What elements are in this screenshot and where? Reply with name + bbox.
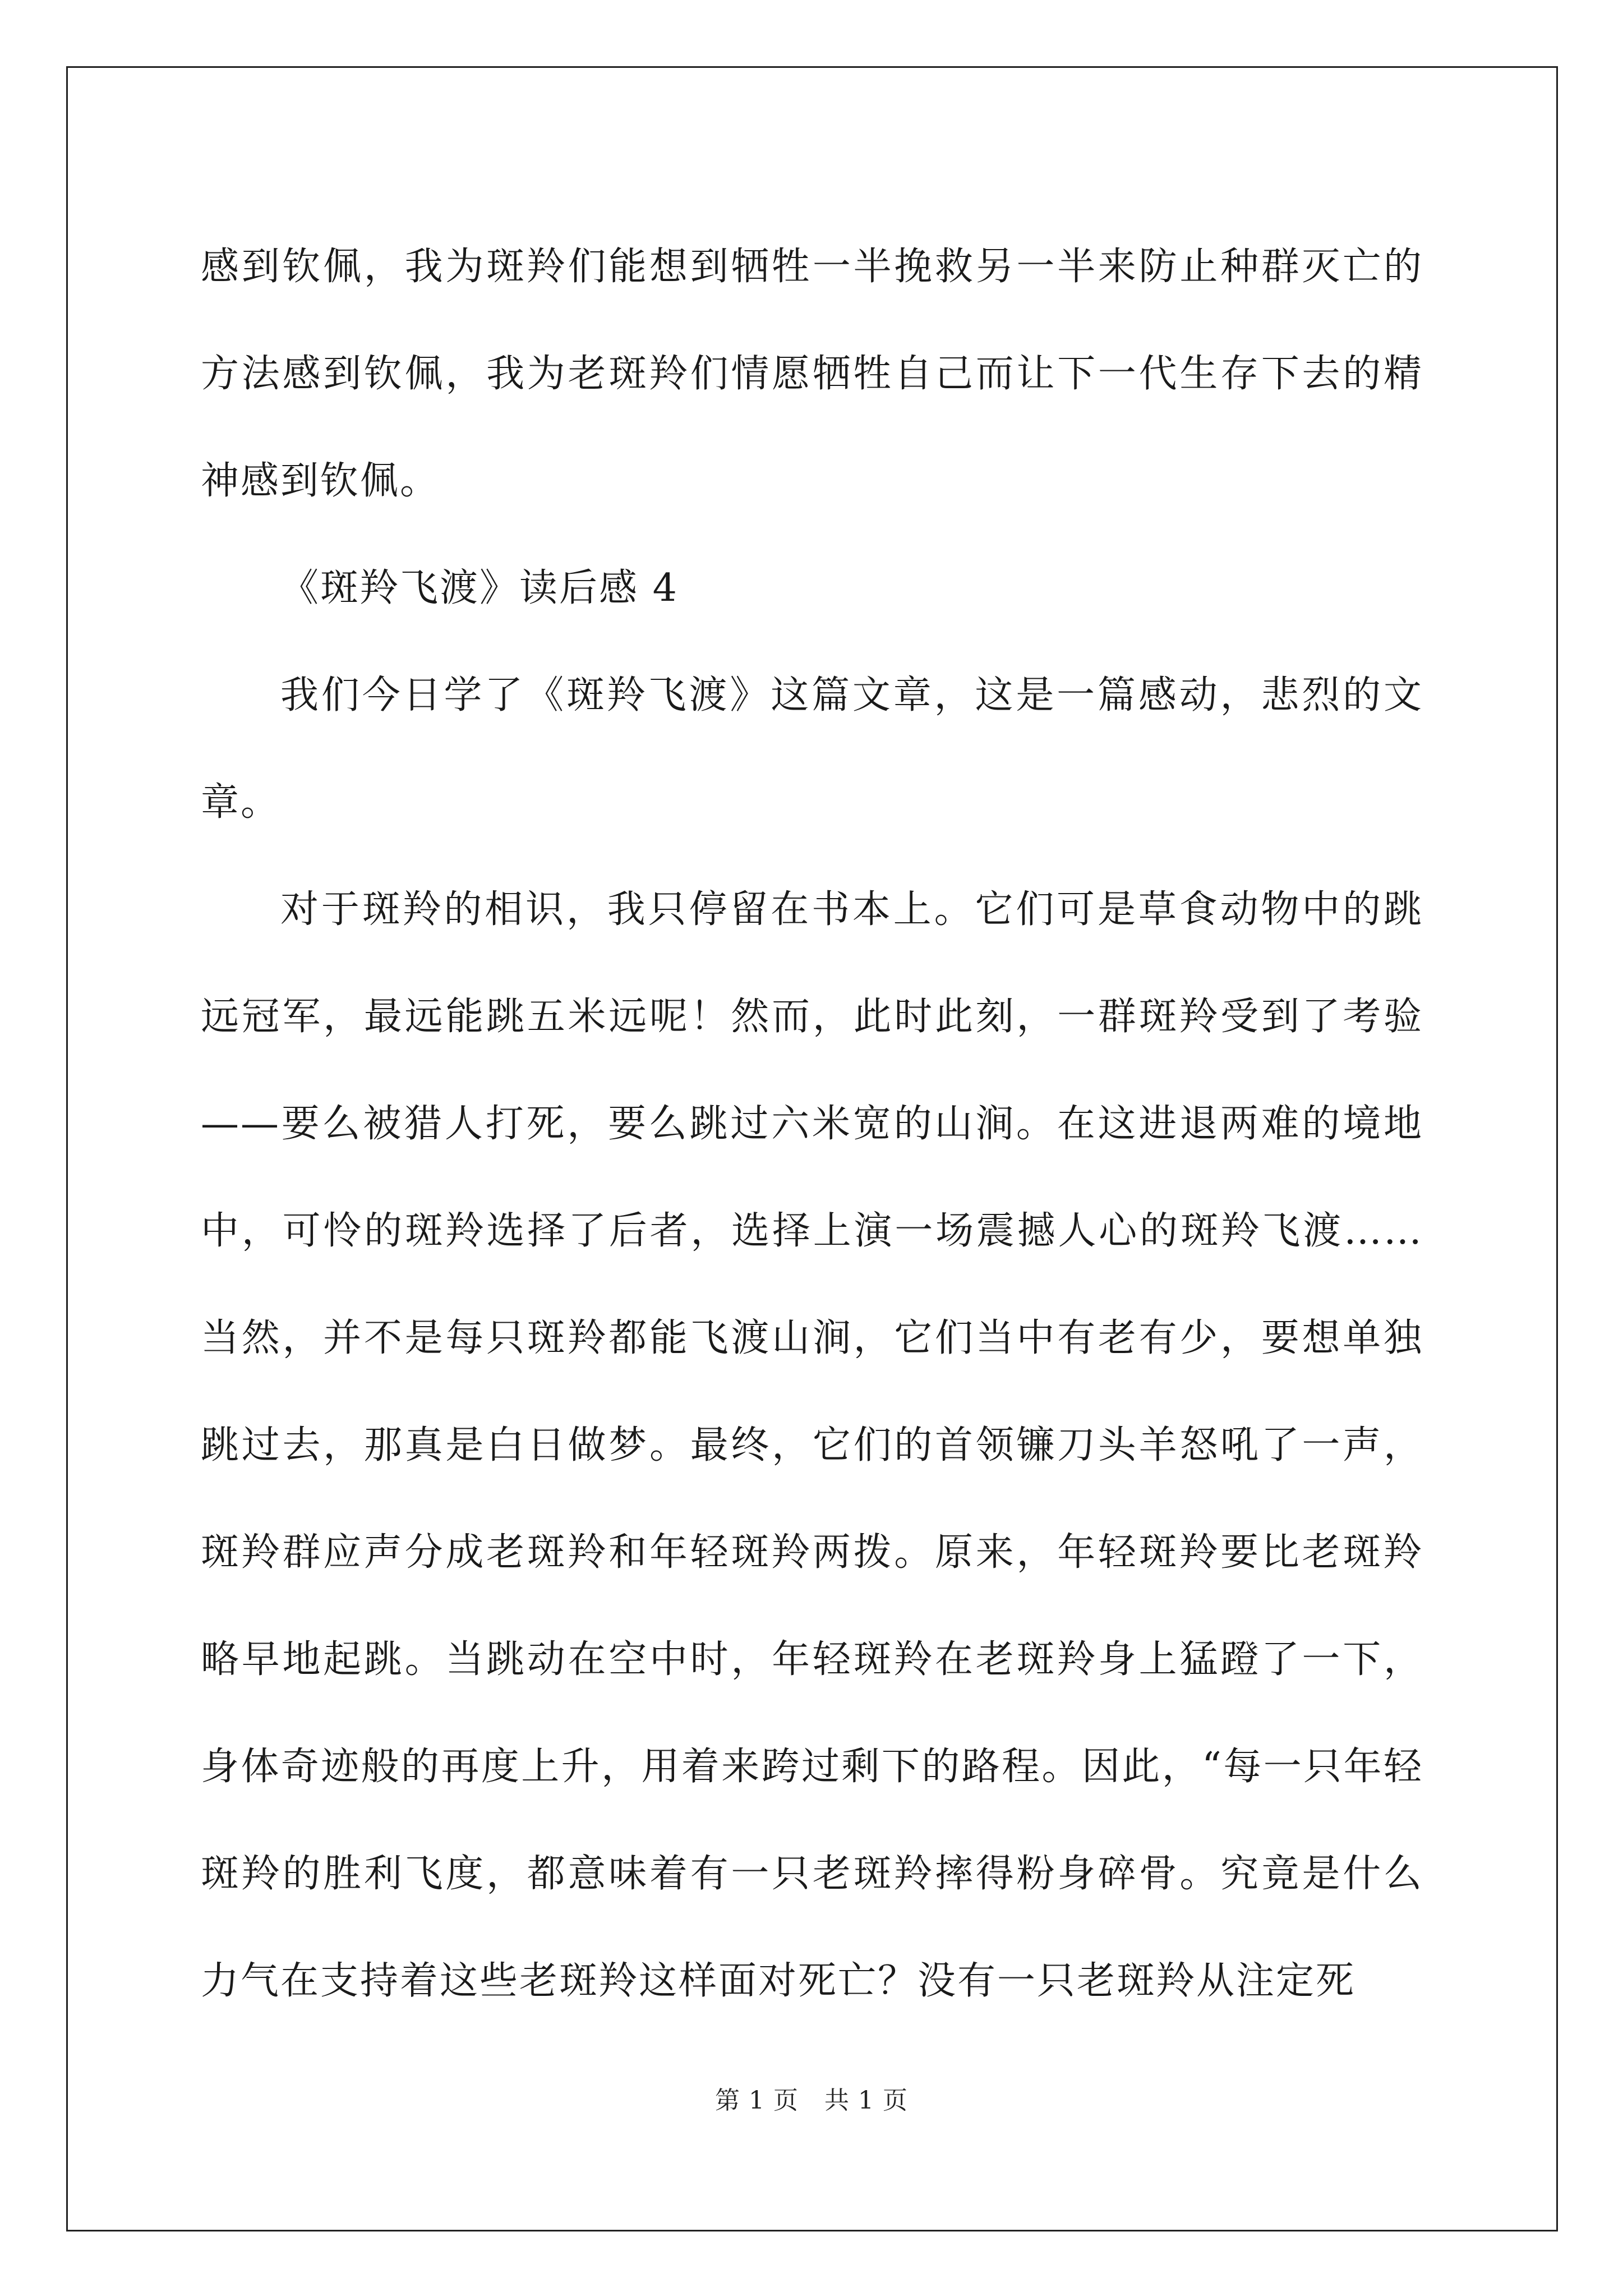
paragraph-continuation: 感到钦佩，我为斑羚们能想到牺牲一半挽救另一半来防止种群灭亡的方法感到钦佩，我为老斑羚们情愿牺牲自己而让下一代生存下去的精神感到钦佩。 (201, 245, 1423, 503)
paragraph-intro: 我们今日学了《斑羚飞渡》这篇文章，这是一篇感动，悲烈的文章。 (201, 673, 1423, 825)
page-footer (0, 2084, 1623, 2118)
section-heading: 《斑羚飞渡》读后感 4 (280, 566, 679, 610)
document-body (201, 213, 1423, 2035)
page-number: 第 1 页 (715, 2086, 799, 2115)
page-total: 共 1 页 (824, 2086, 908, 2115)
paragraph-main: 对于斑羚的相识，我只停留在书本上。它们可是草食动物中的跳远冠军，最远能跳五米远呢！然而，此时此刻，一群斑羚受到了考验——要么被猎人打死，要么跳过六米宽的山涧。在这进退两难的境地中，可怜的斑羚选择了后者，选择上演一场震撼人心的斑羚飞渡……当然，并不是每只斑羚都能飞渡山涧，它们当中有老有少，要想单独跳过去，那真是白日做梦。最终，它们的首领镰刀头羊怒吼了一声，斑羚群应声分成老斑羚和年轻斑羚两拨。原来，年轻斑羚要比老斑羚略早地起跳。当跳动在空中时，年轻斑羚在老斑羚身上猛蹬了一下，身体奇迹般的再度上升，用着来跨过剩下的路程。因此，“每一只年轻斑羚的胜利飞度，都意味着有一只老斑羚摔得粉身碎骨。究竟是什么力气在支持着这些老斑羚这样面对死亡？没有一只老斑羚从注定死 (201, 887, 1423, 2003)
